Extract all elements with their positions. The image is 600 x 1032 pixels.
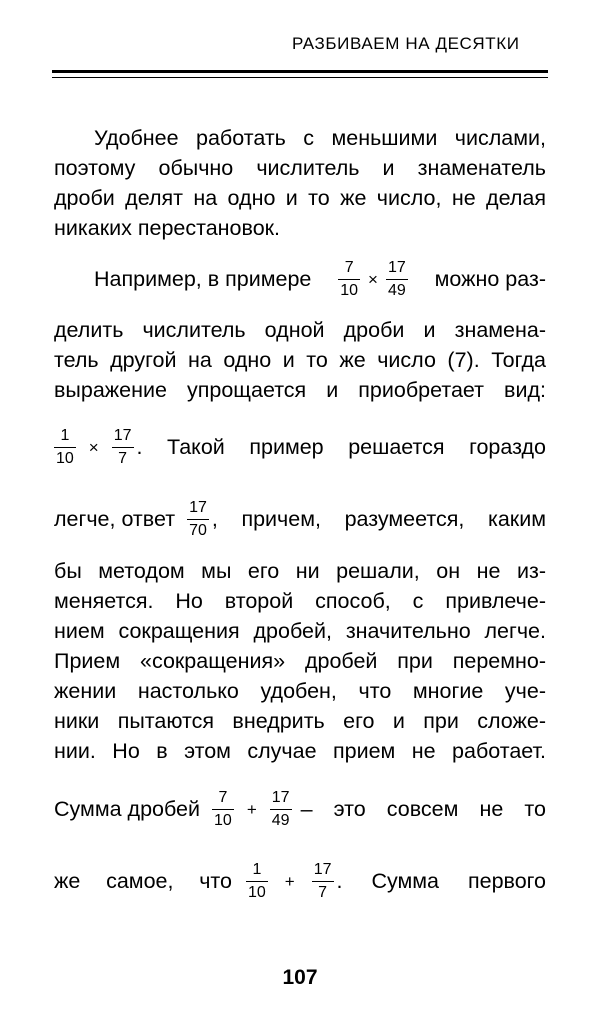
multiply-sign: × [368,270,378,289]
text-fragment: же самое, что [54,868,232,893]
text-line: нием сокращения дробей, значительно легче. [54,619,546,643]
text-fragment: , причем, разумеется, каким [211,506,546,531]
fraction-numerator: 17 [113,427,132,444]
text-fragment: Сумма дробей [54,796,201,821]
fraction-numerator: 1 [60,427,70,444]
text-line-with-fractions [54,862,546,901]
plus-sign: + [284,872,295,891]
text-fragment: Например, в примере [94,266,312,291]
text-line: бы методом мы его ни решали, он не из- [54,559,546,583]
text-line: дроби делят на одно и то же число, не делая [54,186,546,210]
text-line: нии. Но в этом случае прием не работает. [54,739,546,763]
text-line: Удобнее работать с меньшими числами, [94,126,546,150]
fraction-denominator: 49 [270,809,292,829]
running-header: РАЗБИВАЕМ НА ДЕСЯТКИ [292,34,520,53]
fraction-denominator: 49 [386,279,408,299]
text-line: никаких перестановок. [54,216,281,240]
header-rule-thin [52,77,548,78]
plus-sign: + [246,800,257,819]
text-fragment: можно раз- [434,266,546,291]
fraction [386,260,408,299]
fraction-numerator: 17 [189,499,207,516]
text-line: ники пытаются внедрить его и при сложе- [54,709,546,733]
text-fragment: . Такой пример решается гораздо [136,434,546,459]
text-line: выражение упрощается и приобретает вид: [54,378,546,402]
fraction-numerator: 1 [252,861,262,878]
fraction-numerator: 7 [218,789,228,806]
fraction [212,790,234,829]
fraction-numerator: 17 [313,861,332,878]
text-line: поэтому обычно числитель и знаменатель [54,156,546,180]
page-number: 107 [282,966,318,989]
header-rule-thick [52,70,548,73]
fraction-numerator: 17 [387,259,406,276]
multiply-sign: × [88,438,99,457]
fraction [112,428,134,467]
text-line-with-fractions [54,500,546,539]
text-line: жении настолько удобен, что многие уче- [54,679,546,703]
fraction [312,862,334,901]
fraction [54,428,76,467]
text-line-with-fractions [54,428,546,467]
fraction-denominator: 10 [246,881,268,901]
text-line-with-fractions [54,790,546,829]
fraction-numerator: 7 [344,259,354,276]
fraction-denominator: 7 [312,881,334,901]
text-line-with-fractions [94,260,546,299]
fraction-numerator: 17 [271,789,290,806]
text-fragment: . Сумма первого [336,868,546,893]
fraction-denominator: 10 [54,447,76,467]
text-line: Прием «сокращения» дробей при перемно- [54,649,546,673]
text-fragment: – это совсем не то [300,796,546,821]
fraction [246,862,268,901]
fraction-denominator: 70 [187,519,209,539]
fraction-denominator: 10 [212,809,234,829]
text-fragment: легче, ответ [54,506,176,531]
fraction [187,500,209,539]
fraction [270,790,292,829]
fraction-denominator: 10 [338,279,360,299]
text-line: тель другой на одно и то же число (7). Тогда [54,348,546,372]
fraction [338,260,360,299]
fraction-denominator: 7 [112,447,134,467]
text-line: делить числитель одной дроби и знамена- [54,318,546,342]
text-line: меняется. Но второй способ, с привлече- [54,589,546,613]
